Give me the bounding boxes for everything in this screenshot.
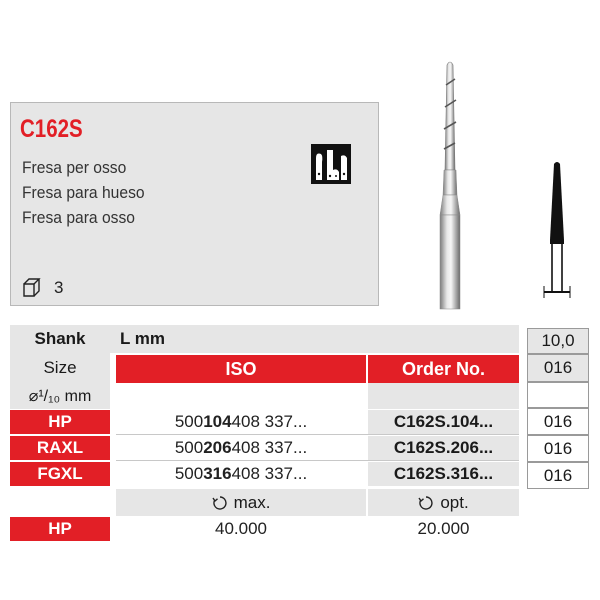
order-header: Order No. bbox=[368, 355, 519, 383]
description-it: Fresa per osso bbox=[22, 158, 127, 177]
right-size-row: 016 bbox=[527, 435, 589, 462]
right-size-row: 016 bbox=[527, 462, 589, 489]
order-number: C162S.316... bbox=[368, 462, 519, 486]
right-size-row: 016 bbox=[527, 408, 589, 435]
order-number: C162S.206... bbox=[368, 436, 519, 460]
bur-image bbox=[420, 45, 480, 310]
diameter-label: ⌀¹/₁₀ mm bbox=[10, 383, 110, 409]
iso-number: 500 316 408 337... bbox=[174, 464, 308, 483]
package-count: 3 bbox=[54, 278, 64, 297]
speed-shank-hp: HP bbox=[10, 517, 110, 541]
product-code: C162S bbox=[20, 115, 83, 143]
speed-opt-header: opt. bbox=[368, 489, 519, 516]
iso-number: 500 104 408 337... bbox=[174, 412, 308, 431]
size-label: Size bbox=[10, 353, 110, 383]
bur-silhouette bbox=[542, 160, 572, 310]
right-lmm-value: 10,0 bbox=[527, 328, 589, 354]
shank-row-hp: HP bbox=[10, 410, 110, 434]
speed-max-value: 40.000 bbox=[215, 519, 267, 538]
iso-header: ISO bbox=[116, 355, 366, 383]
speed-opt-value: 20.000 bbox=[417, 519, 470, 538]
lmm-header: L mm bbox=[110, 325, 519, 353]
right-size-value: 016 bbox=[527, 354, 589, 382]
speed-max-header: max. bbox=[116, 489, 366, 516]
description-es: Fresa para hueso bbox=[22, 183, 145, 202]
shank-row-raxl: RAXL bbox=[10, 436, 110, 460]
description-pt: Fresa para osso bbox=[22, 208, 136, 227]
right-blank-cell bbox=[527, 382, 589, 408]
order-subheader bbox=[368, 383, 519, 409]
iso-number: 500 206 408 337... bbox=[174, 438, 308, 457]
rotation-icon bbox=[212, 495, 228, 511]
package-icon bbox=[22, 278, 44, 298]
order-number: C162S.104... bbox=[368, 410, 519, 434]
bone-icon bbox=[311, 144, 351, 184]
shank-row-fgxl: FGXL bbox=[10, 462, 110, 486]
rotation-icon bbox=[418, 495, 434, 511]
shank-header: Shank bbox=[10, 325, 110, 353]
